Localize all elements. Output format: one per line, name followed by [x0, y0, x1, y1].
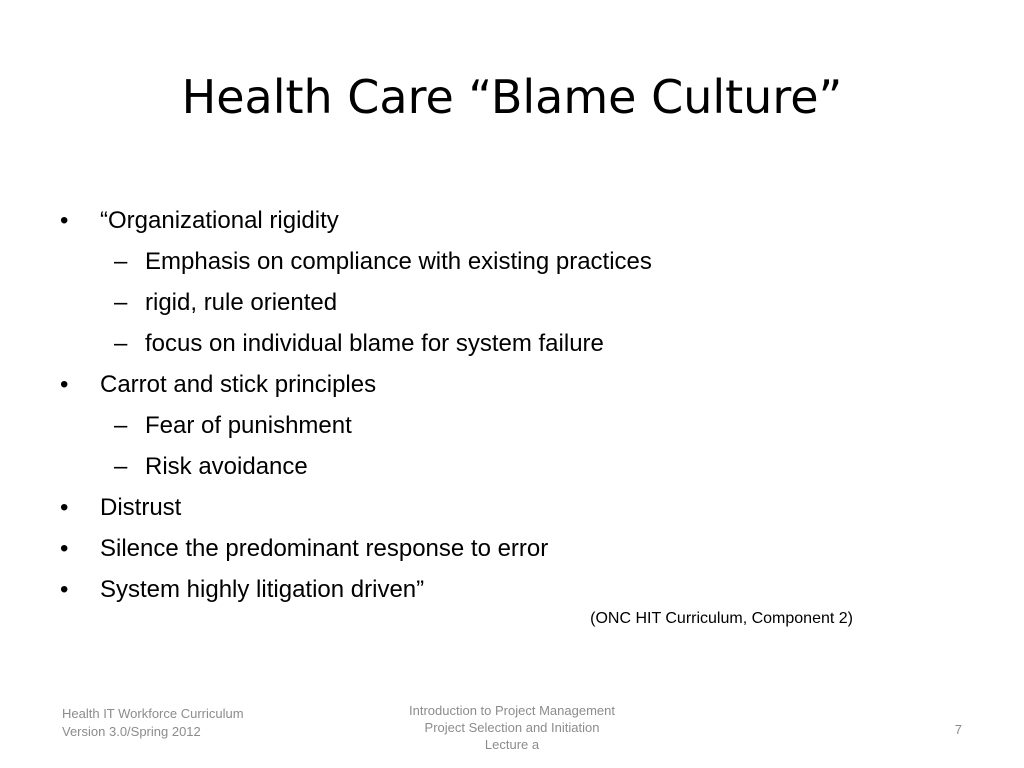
bullet-text: System highly litigation driven”: [100, 576, 425, 603]
footer-unit-line: Project Selection and Initiation: [424, 720, 600, 735]
footer-curriculum-line: Health IT Workforce Curriculum: [62, 706, 244, 721]
bullet-marker: •: [60, 535, 69, 562]
bullet-text: “Organizational rigidity: [100, 207, 339, 234]
bullet-text: Silence the predominant response to error: [100, 535, 549, 562]
sub-bullet-item: [60, 323, 960, 364]
bullet-text: Distrust: [100, 494, 182, 521]
sub-bullet-item: [60, 405, 960, 446]
bullet-item: [60, 200, 960, 241]
bullet-text: Carrot and stick principles: [100, 371, 377, 398]
page-number: 7: [954, 722, 962, 737]
bullet-marker: •: [60, 576, 69, 603]
dash-marker: –: [114, 412, 128, 439]
dash-marker: –: [114, 453, 128, 480]
footer-left: [62, 705, 244, 741]
footer-center: [362, 702, 662, 753]
bullet-item: [60, 364, 960, 405]
bullet-item: [60, 528, 960, 569]
slide-title: Health Care “Blame Culture”: [181, 70, 843, 124]
sub-bullet-item: [60, 446, 960, 487]
footer-version-line: Version 3.0/Spring 2012: [62, 724, 201, 739]
dash-marker: –: [114, 330, 128, 357]
bullet-item: [60, 569, 960, 610]
sub-bullet-text: Emphasis on compliance with existing practices: [145, 248, 652, 275]
sub-bullet-item: [60, 282, 960, 323]
footer-lecture-line: Lecture a: [484, 737, 540, 752]
bullet-marker: •: [60, 371, 69, 398]
footer-course-line: Introduction to Project Management: [409, 703, 615, 718]
bullet-marker: •: [60, 494, 69, 521]
bullet-item: [60, 487, 960, 528]
bullet-marker: •: [60, 207, 69, 234]
citation: (ONC HIT Curriculum, Component 2): [590, 610, 853, 627]
sub-bullet-text: rigid, rule oriented: [145, 289, 338, 316]
dash-marker: –: [114, 289, 128, 316]
sub-bullet-text: Fear of punishment: [145, 412, 352, 439]
sub-bullet-item: [60, 241, 960, 282]
sub-bullet-text: focus on individual blame for system failure: [145, 330, 604, 357]
sub-bullet-text: Risk avoidance: [145, 453, 308, 480]
bullet-list: [60, 200, 960, 610]
dash-marker: –: [114, 248, 128, 275]
